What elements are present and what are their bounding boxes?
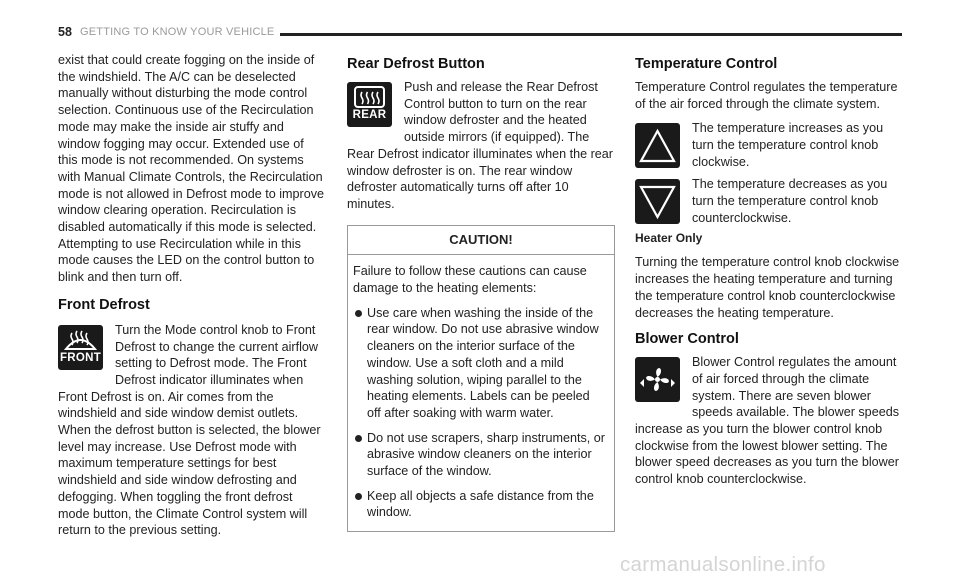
watermark: carmanualsonline.info — [620, 553, 826, 576]
heater-only-heading: Heater Only — [635, 231, 703, 246]
blower-fan-icon — [635, 357, 680, 402]
column-right — [635, 52, 903, 488]
blower-heading: Blower Control — [635, 331, 739, 348]
rear-defrost-text: Push and release the Rear Defrost Control button to turn on the rear window defroster and the heated outside mirrors (if equipped). The Rear Defrost indicator illuminates when the rear window defroster is on. The rear window defroster automatically turns off after 10 minutes. — [347, 80, 613, 211]
caution-item: Use care when washing the inside of the rear window. Do not use abrasive window cleaners on the interior surface of the window. Use a soft cloth and a mild washing solution, wiping parallel to the heating elements. Labels can be peeled off after soaking with warm water. — [353, 305, 606, 422]
caution-list — [353, 305, 606, 521]
bullet-icon — [355, 435, 362, 442]
bullet-icon — [355, 493, 362, 500]
temperature-heading: Temperature Control — [635, 56, 778, 72]
front-defrost-text: Turn the Mode control knob to Front Defrost to change the current airflow setting to Defrost mode. The Front Defrost indicator illuminates when Front Defrost is on. Air comes from the windshield and side window demist outlets. When the defrost button is selected, the blower level may increase. Use Defrost mode with maximum temperature settings for best windshield and side window defrosting and defogging. When toggling the front defrost mode button, the Climate Control system will return to the previous setting. — [58, 322, 321, 538]
header-rule — [280, 33, 902, 36]
front-defrost-icon-label: FRONT — [59, 352, 102, 365]
caution-box — [347, 225, 615, 533]
triangle-up-icon — [635, 123, 680, 168]
caution-intro: Failure to follow these cautions can cause damage to the heating elements: — [353, 264, 587, 296]
temperature-intro: Temperature Control regulates the temperature of the air forced through the climate system. — [635, 80, 898, 111]
front-defrost-heading: Front Defrost — [58, 296, 150, 313]
triangle-down-icon — [635, 179, 680, 224]
bullet-icon — [355, 310, 362, 317]
rear-defrost-heading: Rear Defrost Button — [347, 56, 485, 72]
heater-only-text: Turning the temperature control knob clockwise increases the heating temperature and turning the temperature control knob counterclockwise decreases the heating temperature. — [635, 255, 900, 320]
temperature-increase-text: The temperature increases as you turn the temperature control knob clockwise. — [692, 121, 884, 169]
column-middle — [347, 52, 615, 532]
rear-defrost-icon-label: REAR — [352, 109, 387, 122]
page-number: 58 — [58, 25, 72, 39]
column-left — [58, 52, 324, 539]
caution-item: Keep all objects a safe distance from the window. — [353, 488, 606, 521]
caution-item: Do not use scrapers, sharp instruments, or abrasive window cleaners on the interior surface of the window. — [353, 430, 606, 480]
rear-defrost-icon — [347, 82, 392, 127]
page-header — [58, 25, 902, 45]
blower-text: Blower Control regulates the amount of air forced through the climate system. There are seven blower speeds available. The blower speeds increase as you turn the blower control knob clockwise from the lowest blower setting. The blower speed decreases as you turn the blower control knob counterclockwise. — [635, 355, 899, 487]
caution-title: CAUTION! — [348, 226, 614, 256]
running-title: GETTING TO KNOW YOUR VEHICLE — [80, 26, 275, 38]
temperature-decrease-text: The temperature decreases as you turn the temperature control knob counterclockwise. — [692, 177, 888, 225]
front-defrost-icon — [58, 325, 103, 370]
intro-paragraph: exist that could create fogging on the inside of the windshield. The A/C can be deselected manually without disturbing the mode control selection. Continuous use of the Recirculation mode may make the inside air stuffy and window fogging may occur. Extended use of this mode is not recommended. On systems with Manual Climate Controls, the Recirculation mode is not allowed in Defrost mode to improve window clearing operation. Recirculation is disabled automatically if this mode is selected. Attempting to use Recirculation while in this mode causes the LED on the control button to blink and then turn off. — [58, 53, 324, 285]
